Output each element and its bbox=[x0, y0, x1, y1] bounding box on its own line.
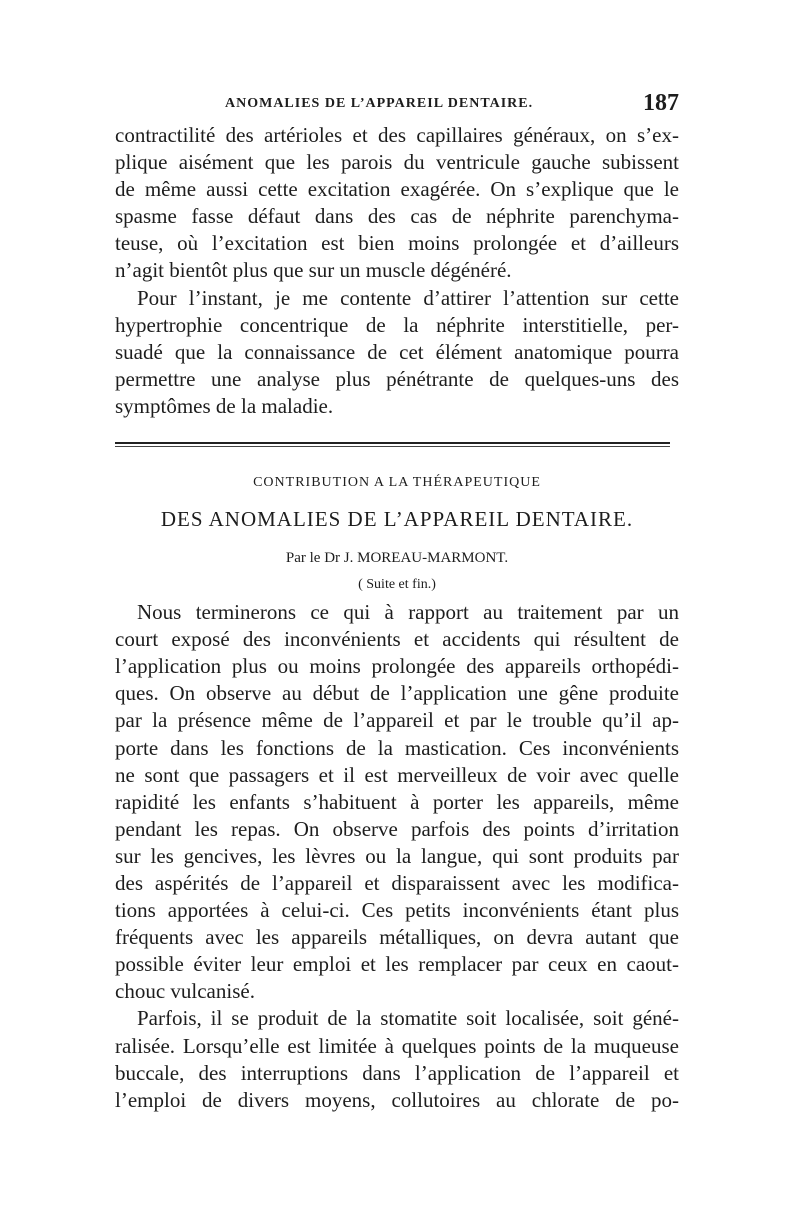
text-line: fréquents avec les appareils métalliques, on devra autant que bbox=[115, 925, 679, 950]
text-line: ne sont que passagers et il est merveilleux de voir avec quelle bbox=[115, 762, 679, 787]
text-line: teuse, où l’excitation est bien moins prolongée et d’ailleurs bbox=[115, 231, 679, 256]
text-line: sur les gencives, les lèvres ou la langue, qui sont produits par bbox=[115, 843, 679, 868]
text-line: Parfois, il se produit de la stomatite soit localisée, soit géné- bbox=[137, 1006, 679, 1031]
text-line: chouc vulcanisé. bbox=[115, 979, 255, 1004]
page bbox=[115, 92, 679, 1114]
section-divider bbox=[115, 442, 670, 447]
text-line: spasme fasse défaut dans des cas de néphrite parenchyma- bbox=[115, 204, 679, 229]
text-line: symptômes de la maladie. bbox=[115, 393, 334, 418]
text-line: court exposé des inconvénients et accidents qui résultent de bbox=[115, 627, 679, 652]
page-number: 187 bbox=[643, 90, 679, 116]
text-line: de même aussi cette excitation exagérée. On s’explique que le bbox=[115, 177, 679, 202]
text-line: plique aisément que les parois du ventricule gauche subissent bbox=[115, 150, 679, 175]
text-line: pendant les repas. On observe parfois des points d’irritation bbox=[115, 816, 679, 841]
text-line: Nous terminerons ce qui à rapport au traitement par un bbox=[137, 600, 679, 625]
text-line: Pour l’instant, je me contente d’attirer l’attention sur cette bbox=[137, 285, 679, 310]
text-line: ques. On observe au début de l’application une gêne produite bbox=[115, 681, 679, 706]
text-line: par la présence même de l’appareil et par le trouble qu’il ap- bbox=[115, 708, 679, 733]
text-line: permettre une analyse plus pénétrante de quelques-uns des bbox=[115, 366, 679, 391]
text-line: n’agit bientôt plus que sur un muscle dégénéré. bbox=[115, 258, 512, 283]
article-title: DES ANOMALIES DE L’APPAREIL DENTAIRE. bbox=[160, 507, 634, 532]
text-line: suadé que la connaissance de cet élément anatomique pourra bbox=[115, 339, 679, 364]
article-author: Par le Dr J. MOREAU-MARMONT. bbox=[285, 550, 509, 567]
text-line: buccale, des interruptions dans l’application de l’appareil et bbox=[115, 1060, 679, 1085]
text-line: des aspérités de l’appareil et disparaissent avec les modifica- bbox=[115, 870, 679, 895]
article-suite-note: ( Suite et fin.) bbox=[358, 577, 436, 593]
text-line: l’application plus ou moins prolongée des appareils orthopédi- bbox=[115, 654, 679, 679]
text-line: hypertrophie concentrique de la néphrite interstitielle, per- bbox=[115, 312, 679, 337]
page-header bbox=[115, 92, 679, 122]
article-kicker: CONTRIBUTION A LA THÉRAPEUTIQUE bbox=[253, 475, 541, 491]
text-line: contractilité des artérioles et des capillaires généraux, on s’ex- bbox=[115, 123, 679, 147]
paragraph bbox=[115, 599, 679, 1005]
paragraph bbox=[115, 122, 679, 285]
text-line: ralisée. Lorsqu’elle est limitée à quelques points de la muqueuse bbox=[115, 1033, 679, 1058]
text-line: porte dans les fonctions de la mastication. Ces inconvénients bbox=[115, 735, 679, 760]
divider-rule-thin bbox=[115, 446, 670, 447]
text-line: possible éviter leur emploi et les remplacer par ceux en caout- bbox=[115, 952, 679, 977]
running-head: ANOMALIES DE L’APPAREIL DENTAIRE. bbox=[225, 96, 534, 111]
text-line: l’emploi de divers moyens, collutoires au chlorate de po- bbox=[115, 1087, 679, 1112]
text-line: rapidité les enfants s’habituent à porter les appareils, même bbox=[115, 789, 679, 814]
divider-rule-thick bbox=[115, 442, 670, 444]
paragraph bbox=[115, 1005, 679, 1113]
paragraph bbox=[115, 285, 679, 420]
text-line: tions apportées à celui-ci. Ces petits inconvénients étant plus bbox=[115, 898, 679, 923]
